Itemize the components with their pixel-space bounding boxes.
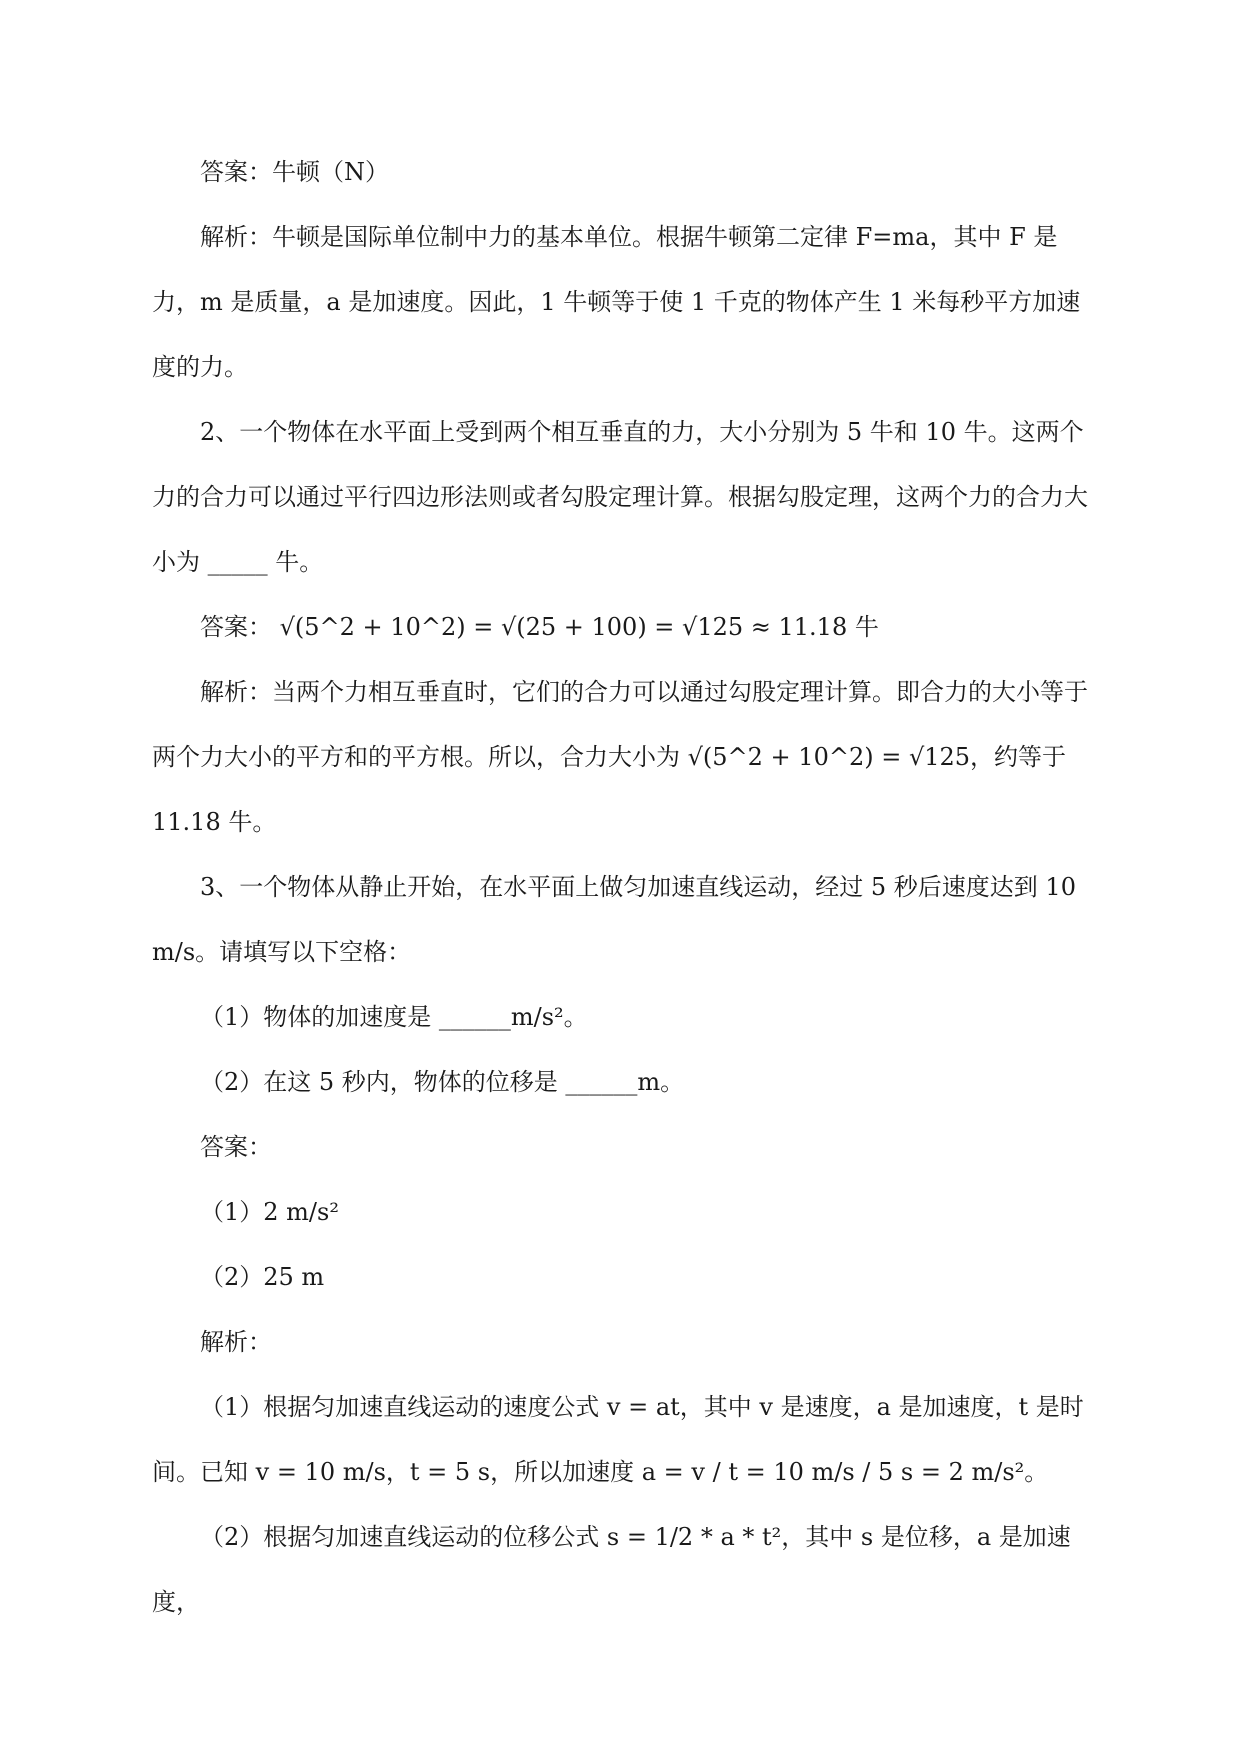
q2-question: 2、一个物体在水平面上受到两个相互垂直的力，大小分别为 5 牛和 10 牛。这两个力的合力可以通过平行四边形法则或者勾股定理计算。根据勾股定理，这两个力的合力大小为 _____ 牛。 [152,418,1088,576]
q3-question: 3、一个物体从静止开始，在水平面上做匀加速直线运动，经过 5 秒后速度达到 10 m/s。请填写以下空格： [152,873,1076,966]
q3-answer-2: （2）25 m [200,1263,325,1291]
document-page [152,140,1092,1635]
q3-explanation-label: 解析： [200,1328,272,1356]
q3-explanation-2: （2）根据匀加速直线运动的位移公式 s = 1/2 * a * t²，其中 s 是位移，a 是加速度， [152,1523,1071,1616]
q1-answer: 答案：牛顿（N） [200,158,389,186]
q1-explanation: 解析：牛顿是国际单位制中力的基本单位。根据牛顿第二定律 F=ma，其中 F 是力，m 是质量，a 是加速度。因此，1 牛顿等于使 1 千克的物体产生 1 米每秒平方加速度的力。 [152,223,1081,381]
q3-blank-2: （2）在这 5 秒内，物体的位移是 ______m。 [200,1068,685,1096]
q3-explanation-1: （1）根据匀加速直线运动的速度公式 v = at，其中 v 是速度，a 是加速度，t 是时间。已知 v = 10 m/s，t = 5 s，所以加速度 a = v / t = 10 m/s / 5 s = 2 m/s²。 [152,1393,1084,1486]
q3-answer-label: 答案： [200,1133,272,1161]
q2-explanation: 解析：当两个力相互垂直时，它们的合力可以通过勾股定理计算。即合力的大小等于两个力大小的平方和的平方根。所以，合力大小为 √(5^2 + 10^2) = √125，约等于 11.18 牛。 [152,678,1088,836]
q3-blank-1: （1）物体的加速度是 ______m/s²。 [200,1003,588,1031]
q3-answer-1: （1）2 m/s² [200,1198,339,1226]
q2-answer: 答案： √(5^2 + 10^2) = √(25 + 100) = √125 ≈ 11.18 牛 [200,613,879,641]
